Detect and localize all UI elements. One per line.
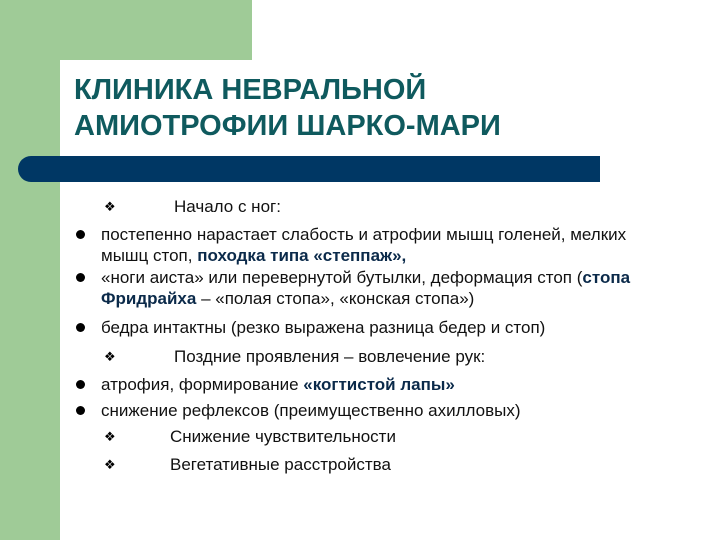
slide-title <box>74 72 694 144</box>
list-item-text: Поздние проявления – вовлечение рук: <box>174 347 486 366</box>
list-item-text: бедра интактны (резко выражена разница бедер и стоп) <box>101 318 546 337</box>
list-item-text: атрофия, формирование <box>101 375 304 394</box>
top-accent-block <box>60 0 252 60</box>
list-item-text: «ноги аиста» или перевернутой бутылки, деформация стоп ( <box>101 268 583 287</box>
list-item-bold-text: «когтистой лапы» <box>303 375 455 394</box>
diamond-bullet-icon: ❖ <box>104 429 116 444</box>
title-line-1: КЛИНИКА НЕВРАЛЬНОЙ <box>74 74 427 106</box>
bullet-disc-icon <box>76 323 85 332</box>
list-item-text: Вегетативные расстройства <box>170 455 391 474</box>
list-item <box>76 374 676 395</box>
bullet-disc-icon <box>76 406 85 415</box>
diamond-bullet-icon: ❖ <box>104 457 116 472</box>
diamond-bullet-icon: ❖ <box>104 199 116 214</box>
left-accent-strip <box>0 0 60 540</box>
title-line-2: АМИОТРОФИИ ШАРКО-МАРИ <box>74 110 501 142</box>
list-item-bold-text: походка типа «степпаж», <box>197 246 407 265</box>
list-item <box>76 400 676 421</box>
list-item-text: снижение рефлексов (преимущественно ахилловых) <box>101 401 521 420</box>
bullet-disc-icon <box>76 380 85 389</box>
list-item-bold-text: стопа Фридрайха <box>101 268 631 308</box>
title-divider-bar <box>18 156 600 182</box>
list-item-text: постепенно нарастает слабость и атрофии мышц голеней, мелких мышц стоп, <box>101 225 627 265</box>
list-item <box>76 267 676 309</box>
diamond-bullet-icon: ❖ <box>104 349 116 364</box>
bullet-disc-icon <box>76 230 85 239</box>
list-item <box>76 317 676 338</box>
list-item-text: – «полая стопа», «конская стопа») <box>196 289 475 308</box>
list-item <box>76 224 676 266</box>
list-item-text: Снижение чувствительности <box>170 427 396 446</box>
list-item-text: Начало с ног: <box>174 197 281 216</box>
bullet-disc-icon <box>76 273 85 282</box>
